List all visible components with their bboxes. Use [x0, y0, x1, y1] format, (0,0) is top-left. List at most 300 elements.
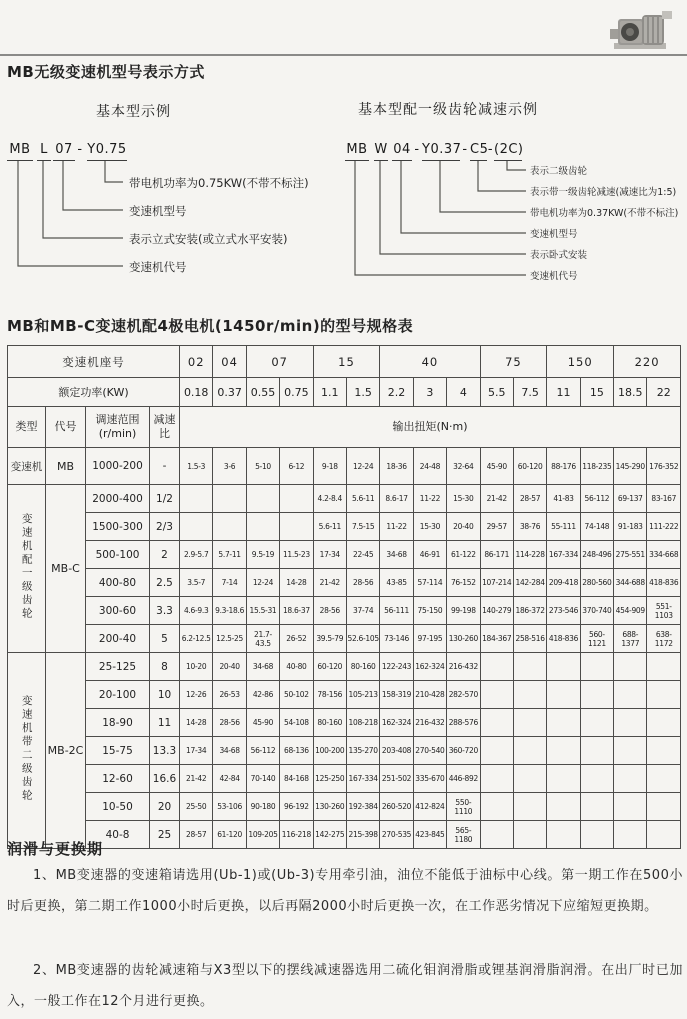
speed-range: 1500-300 [86, 513, 150, 541]
torque-value: 15-30 [447, 485, 480, 513]
torque-value: 215-398 [346, 821, 379, 849]
table-row [8, 653, 681, 681]
torque-value: 108-218 [346, 709, 379, 737]
code-part-label: 带电机功率为0.37KW(不带不标注) [530, 208, 679, 219]
torque-value: 84-168 [280, 765, 313, 793]
torque-value: 270-535 [380, 821, 413, 849]
torque-value: 688-1377 [614, 625, 647, 653]
power-value: 0.18 [180, 378, 213, 407]
torque-value: 186-372 [513, 597, 546, 625]
torque-value: 37-74 [346, 597, 379, 625]
power-value: 4 [447, 378, 480, 407]
type-header: 类型 [8, 407, 46, 448]
model-code-token: - [414, 142, 420, 157]
model-code-token: 07 [53, 142, 75, 161]
reduction-ratio: 25 [150, 821, 180, 849]
torque-value [614, 653, 647, 681]
torque-value: 70-140 [246, 765, 279, 793]
speed-range: 25-125 [86, 653, 150, 681]
table-row [8, 681, 681, 709]
torque-value: 38-76 [513, 513, 546, 541]
torque-value: 273-546 [547, 597, 580, 625]
power-value: 0.37 [213, 378, 246, 407]
torque-value: 209-418 [547, 569, 580, 597]
lubrication-paragraph-1: 1、MB变速器的变速箱请选用(Ub-1)或(Ub-3)专用牵引油，油位不能低于油标中心线。第一期工作在500小时后更换，第二期工作1000小时后更换，以后再隔2000小时后更换一次，在工作恶劣情况下应缩短更换期。 [7, 868, 683, 914]
torque-value: 74-148 [580, 513, 613, 541]
torque-value: 638-1172 [647, 625, 681, 653]
code-header: 代号 [46, 407, 86, 448]
torque-value: 5.6-11 [313, 513, 346, 541]
lubrication-heading: 润滑与更换期 [7, 840, 104, 858]
seat-number: 75 [480, 346, 547, 378]
torque-value: 142-284 [513, 569, 546, 597]
torque-value: 216-432 [413, 709, 446, 737]
speed-range: 200-40 [86, 625, 150, 653]
torque-value [580, 709, 613, 737]
reduction-ratio: 11 [150, 709, 180, 737]
torque-value: 14-28 [180, 709, 213, 737]
speed-range: 2000-400 [86, 485, 150, 513]
torque-value: 446-892 [447, 765, 480, 793]
reduction-ratio: 2/3 [150, 513, 180, 541]
power-value: 15 [580, 378, 613, 407]
torque-value: 25-50 [180, 793, 213, 821]
torque-value [547, 681, 580, 709]
reduction-ratio: 20 [150, 793, 180, 821]
torque-value: 17-34 [180, 737, 213, 765]
torque-value [246, 513, 279, 541]
power-value: 5.5 [480, 378, 513, 407]
seat-row-label: 变速机座号 [8, 346, 180, 378]
torque-value: 83-167 [647, 485, 681, 513]
torque-value: 41-83 [547, 485, 580, 513]
code-part-label: 表示立式安装(或立式水平安装) [129, 232, 288, 246]
torque-value: 54-108 [280, 709, 313, 737]
torque-value: 140-279 [480, 597, 513, 625]
model-code-token: (2C) [494, 142, 522, 161]
table-row [8, 765, 681, 793]
torque-value: 26-53 [213, 681, 246, 709]
torque-value [614, 821, 647, 849]
torque-value: 551-1103 [647, 597, 681, 625]
torque-value: 28-56 [213, 709, 246, 737]
torque-value [480, 821, 513, 849]
torque-value: 29-57 [480, 513, 513, 541]
reduction-ratio: - [150, 448, 180, 485]
torque-value: 565-1180 [447, 821, 480, 849]
reduction-ratio: 10 [150, 681, 180, 709]
torque-value: 260-520 [380, 793, 413, 821]
torque-value [180, 513, 213, 541]
torque-value: 18.6-37 [280, 597, 313, 625]
torque-value [647, 709, 681, 737]
power-value: 1.5 [346, 378, 379, 407]
torque-value: 258-516 [513, 625, 546, 653]
lubrication-paragraph-2: 2、MB变速器的齿轮减速箱与X3型以下的摆线减速器选用二硫化钼润滑脂或锂基润滑脂润滑。在出厂时已加入，一般工作在12个月进行更换。 [7, 963, 683, 1009]
table-row [8, 821, 681, 849]
torque-value: 91-183 [614, 513, 647, 541]
torque-value: 42-84 [213, 765, 246, 793]
torque-value: 57-114 [413, 569, 446, 597]
torque-value [547, 709, 580, 737]
power-value: 2.2 [380, 378, 413, 407]
torque-value: 5.7-11 [213, 541, 246, 569]
torque-value: 80-160 [346, 653, 379, 681]
power-value: 3 [413, 378, 446, 407]
torque-value: 4.2-8.4 [313, 485, 346, 513]
torque-value [580, 737, 613, 765]
power-value: 11 [547, 378, 580, 407]
torque-value: 28-57 [513, 485, 546, 513]
torque-value [513, 653, 546, 681]
torque-value: 40-80 [280, 653, 313, 681]
torque-value: 61-120 [213, 821, 246, 849]
model-code-token: MB [7, 142, 33, 161]
code-label: MB [46, 448, 86, 485]
torque-value: 11-22 [380, 513, 413, 541]
torque-value: 45-90 [480, 448, 513, 485]
table-row [8, 513, 681, 541]
torque-value: 12-26 [180, 681, 213, 709]
torque-value: 20-40 [447, 513, 480, 541]
torque-value: 184-367 [480, 625, 513, 653]
speed-range: 12-60 [86, 765, 150, 793]
torque-value: 26-52 [280, 625, 313, 653]
model-code-token: W [374, 142, 388, 161]
torque-value: 109-205 [246, 821, 279, 849]
torque-value [580, 653, 613, 681]
torque-value [180, 485, 213, 513]
torque-value: 248-496 [580, 541, 613, 569]
torque-value: 46-91 [413, 541, 446, 569]
type-label: 变速机带二级齿轮 [8, 653, 46, 849]
reduction-ratio: 1/2 [150, 485, 180, 513]
table-row [8, 737, 681, 765]
torque-value [647, 793, 681, 821]
torque-value: 99-198 [447, 597, 480, 625]
torque-value: 135-270 [346, 737, 379, 765]
torque-value [614, 737, 647, 765]
torque-value [547, 821, 580, 849]
torque-value: 288-576 [447, 709, 480, 737]
torque-value [647, 653, 681, 681]
speed-range: 15-75 [86, 737, 150, 765]
seat-number: 220 [614, 346, 681, 378]
spec-table [7, 345, 681, 849]
spec-table-title: MB和MB-C变速机配4极电机(1450r/min)的型号规格表 [7, 317, 414, 335]
torque-value: 111-222 [647, 513, 681, 541]
torque-value: 68-136 [280, 737, 313, 765]
torque-value: 162-324 [413, 653, 446, 681]
type-label: 变速机配一级齿轮 [8, 485, 46, 653]
torque-value: 9.3-18.6 [213, 597, 246, 625]
torque-value: 73-146 [380, 625, 413, 653]
torque-value [213, 485, 246, 513]
speed-range: 18-90 [86, 709, 150, 737]
torque-value: 251-502 [380, 765, 413, 793]
torque-value: 56-112 [246, 737, 279, 765]
torque-value [480, 793, 513, 821]
torque-value: 118-235 [580, 448, 613, 485]
reduction-ratio: 5 [150, 625, 180, 653]
torque-value: 34-68 [380, 541, 413, 569]
torque-value: 7-14 [213, 569, 246, 597]
torque-value: 344-688 [614, 569, 647, 597]
model-code-token: MB [345, 142, 369, 161]
power-value: 0.55 [246, 378, 279, 407]
torque-value: 11.5-23 [280, 541, 313, 569]
torque-value: 10-20 [180, 653, 213, 681]
torque-value: 2.9-5.7 [180, 541, 213, 569]
geared-type-heading: 基本型配一级齿轮减速示例 [358, 102, 538, 118]
model-code-token: 04 [392, 142, 412, 161]
torque-value: 90-180 [246, 793, 279, 821]
torque-value: 5-10 [246, 448, 279, 485]
torque-value: 167-334 [547, 541, 580, 569]
speed-range: 10-50 [86, 793, 150, 821]
torque-value: 270-540 [413, 737, 446, 765]
torque-value [480, 737, 513, 765]
torque-value: 167-334 [346, 765, 379, 793]
torque-value [513, 737, 546, 765]
torque-value [614, 709, 647, 737]
torque-value [614, 765, 647, 793]
model-code-token: - [487, 142, 494, 157]
torque-value: 78-156 [313, 681, 346, 709]
torque-value: 176-352 [647, 448, 681, 485]
torque-value: 418-836 [647, 569, 681, 597]
reduction-ratio: 2.5 [150, 569, 180, 597]
torque-value: 3.5-7 [180, 569, 213, 597]
seat-row [8, 346, 681, 378]
torque-value [547, 765, 580, 793]
seat-number: 04 [213, 346, 246, 378]
torque-value: 282-570 [447, 681, 480, 709]
torque-value: 50-102 [280, 681, 313, 709]
torque-value: 20-40 [213, 653, 246, 681]
torque-value: 11-22 [413, 485, 446, 513]
seat-number: 02 [180, 346, 213, 378]
torque-value: 114-228 [513, 541, 546, 569]
torque-value: 216-432 [447, 653, 480, 681]
torque-value: 560-1121 [580, 625, 613, 653]
torque-value: 43-85 [380, 569, 413, 597]
torque-value: 158-319 [380, 681, 413, 709]
torque-value: 1.5-3 [180, 448, 213, 485]
torque-value: 21-42 [180, 765, 213, 793]
torque-value: 34-68 [213, 737, 246, 765]
torque-value: 61-122 [447, 541, 480, 569]
torque-value: 116-218 [280, 821, 313, 849]
reduction-ratio: 3.3 [150, 597, 180, 625]
seat-number: 150 [547, 346, 614, 378]
table-row [8, 709, 681, 737]
torque-value [547, 737, 580, 765]
torque-value: 32-64 [447, 448, 480, 485]
torque-value: 105-213 [346, 681, 379, 709]
torque-value: 12-24 [246, 569, 279, 597]
product-photo-motor [608, 5, 676, 53]
seat-number: 07 [246, 346, 313, 378]
code-part-label: 变速机型号 [129, 204, 187, 218]
code-label: MB-2C [46, 653, 86, 849]
table-row [8, 793, 681, 821]
torque-value [614, 793, 647, 821]
torque-value [647, 737, 681, 765]
torque-value: 28-56 [313, 597, 346, 625]
torque-value: 60-120 [513, 448, 546, 485]
torque-value [480, 653, 513, 681]
model-code-token: - [77, 142, 83, 157]
torque-value: 76-152 [447, 569, 480, 597]
torque-value: 454-909 [614, 597, 647, 625]
torque-value: 80-160 [313, 709, 346, 737]
torque-value: 360-720 [447, 737, 480, 765]
speed-range: 400-80 [86, 569, 150, 597]
torque-value: 15.5-31 [246, 597, 279, 625]
torque-value: 12-24 [346, 448, 379, 485]
torque-value: 8.6-17 [380, 485, 413, 513]
torque-value: 28-57 [180, 821, 213, 849]
section-title-model-designation: MB无级变速机型号表示方式 [7, 63, 205, 81]
torque-value: 53-106 [213, 793, 246, 821]
torque-value: 4.6-9.3 [180, 597, 213, 625]
torque-value: 412-824 [413, 793, 446, 821]
power-value: 22 [647, 378, 681, 407]
basic-type-diagram [5, 142, 349, 292]
power-value: 1.1 [313, 378, 346, 407]
torque-value: 56-111 [380, 597, 413, 625]
reduction-ratio: 8 [150, 653, 180, 681]
torque-value [246, 485, 279, 513]
torque-value: 97-195 [413, 625, 446, 653]
torque-value: 125-250 [313, 765, 346, 793]
torque-value: 203-408 [380, 737, 413, 765]
table-row [8, 625, 681, 653]
code-part-label: 表示卧式安装 [530, 250, 588, 261]
speed-range: 40-8 [86, 821, 150, 849]
torque-value: 335-670 [413, 765, 446, 793]
torque-value: 12.5-25 [213, 625, 246, 653]
column-header-row [8, 407, 681, 448]
table-row [8, 448, 681, 485]
torque-value: 96-192 [280, 793, 313, 821]
torque-value: 370-740 [580, 597, 613, 625]
torque-value: 52.6-105 [346, 625, 379, 653]
torque-value [547, 793, 580, 821]
code-part-label: 变速机型号 [530, 229, 578, 240]
torque-value [480, 765, 513, 793]
torque-value: 75-150 [413, 597, 446, 625]
torque-value: 9-18 [313, 448, 346, 485]
torque-value: 418-836 [547, 625, 580, 653]
torque-value [213, 513, 246, 541]
power-value: 18.5 [614, 378, 647, 407]
torque-value: 280-560 [580, 569, 613, 597]
table-row [8, 541, 681, 569]
torque-value [580, 793, 613, 821]
torque-value: 21-42 [480, 485, 513, 513]
torque-value: 69-137 [614, 485, 647, 513]
speed-range: 500-100 [86, 541, 150, 569]
torque-value: 21-42 [313, 569, 346, 597]
table-row [8, 485, 681, 513]
power-row-label: 额定功率(KW) [8, 378, 180, 407]
torque-value [647, 821, 681, 849]
torque-value: 5.6-11 [346, 485, 379, 513]
torque-value: 107-214 [480, 569, 513, 597]
type-label: 变速机 [8, 448, 46, 485]
reduction-ratio: 13.3 [150, 737, 180, 765]
basic-type-heading: 基本型示例 [96, 104, 171, 120]
torque-value: 423-845 [413, 821, 446, 849]
torque-value: 39.5-79 [313, 625, 346, 653]
torque-value: 122-243 [380, 653, 413, 681]
seat-number: 15 [313, 346, 380, 378]
power-row [8, 378, 681, 407]
torque-value: 28-56 [346, 569, 379, 597]
torque-value: 550-1110 [447, 793, 480, 821]
torque-value: 145-290 [614, 448, 647, 485]
torque-value: 18-36 [380, 448, 413, 485]
torque-value: 142-275 [313, 821, 346, 849]
torque-value [513, 793, 546, 821]
model-code-token: L [37, 142, 51, 161]
torque-value: 334-668 [647, 541, 681, 569]
model-code-token: Y0.75 [87, 142, 127, 161]
torque-value: 210-428 [413, 681, 446, 709]
table-row [8, 597, 681, 625]
torque-value: 3-6 [213, 448, 246, 485]
torque-value: 9.5-19 [246, 541, 279, 569]
torque-value: 6.2-12.5 [180, 625, 213, 653]
torque-value: 275-551 [614, 541, 647, 569]
reduction-ratio: 2 [150, 541, 180, 569]
torque-value: 86-171 [480, 541, 513, 569]
code-part-label: 变速机代号 [530, 271, 578, 282]
torque-value [480, 709, 513, 737]
torque-value: 192-384 [346, 793, 379, 821]
torque-value: 21.7-43.5 [246, 625, 279, 653]
torque-value: 45-90 [246, 709, 279, 737]
torque-value: 130-260 [447, 625, 480, 653]
torque-value: 130-260 [313, 793, 346, 821]
reduction-ratio: 16.6 [150, 765, 180, 793]
torque-value [513, 765, 546, 793]
torque-value [513, 821, 546, 849]
torque-value: 24-48 [413, 448, 446, 485]
torque-value: 55-111 [547, 513, 580, 541]
range-header: 调速范围 (r/min) [86, 407, 150, 448]
torque-value: 56-112 [580, 485, 613, 513]
torque-value: 17-34 [313, 541, 346, 569]
speed-range: 20-100 [86, 681, 150, 709]
torque-value [614, 681, 647, 709]
code-part-label: 变速机代号 [129, 260, 187, 274]
torque-value: 100-200 [313, 737, 346, 765]
torque-value: 42-86 [246, 681, 279, 709]
code-part-label: 带电机功率为0.75KW(不带不标注) [129, 176, 309, 190]
power-value: 7.5 [513, 378, 546, 407]
torque-value [547, 653, 580, 681]
torque-value: 34-68 [246, 653, 279, 681]
torque-value [580, 681, 613, 709]
seat-number: 40 [380, 346, 480, 378]
model-code-token: C5 [470, 142, 487, 161]
torque-value [513, 681, 546, 709]
code-label: MB-C [46, 485, 86, 653]
torque-value: 88-176 [547, 448, 580, 485]
